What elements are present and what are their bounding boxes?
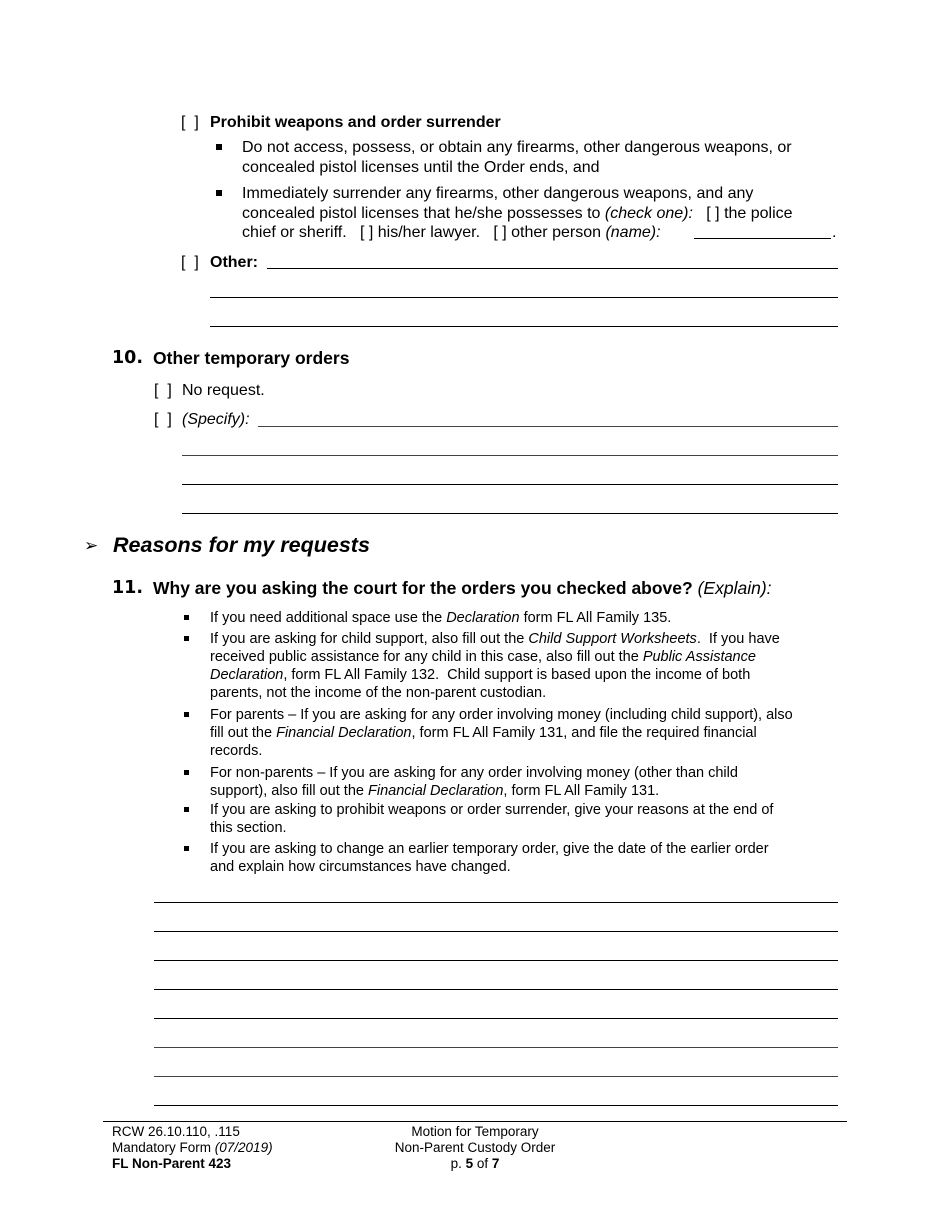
section-10-number: 10. [112,348,144,368]
footer-form-id: FL Non-Parent 423 [112,1156,232,1171]
explanation-line-4[interactable] [154,989,838,990]
bullet-marker [216,144,222,150]
weapons-bullet2-line2-text: concealed pistol licenses that he/she possesses to [242,205,605,222]
instruction-1 [210,609,671,627]
instruction-2-line3 [210,666,750,684]
lawyer-option-checkbox[interactable]: [ ] his/her lawyer. [359,224,481,241]
specify-label: (Specify): [182,411,250,428]
bullet-marker [216,190,222,196]
explanation-line-1[interactable] [154,902,838,903]
instruction-4-line1: For non-parents – If you are asking for any order involving money (other than child [210,765,738,781]
footer-page-number [370,1156,580,1172]
other-checkbox[interactable]: [ ] [181,254,199,271]
specify-input-line-3[interactable] [182,484,838,485]
bullet-marker [184,712,189,717]
instruction-6-line2: and explain how circumstances have changed. [210,859,511,875]
bullet-marker [184,807,189,812]
public-assistance-name: Public Assistance [642,649,756,665]
chief-sheriff-text: chief or sheriff. [242,224,347,241]
specify-input-line-4[interactable] [182,513,838,514]
period: . [832,224,837,241]
arrow-bullet-icon: ➢ [84,536,99,556]
section-11-title: Why are you asking the court for the orders you checked above? [153,578,693,598]
instruction-2-text-cont: . If you have [696,631,780,647]
explanation-line-6[interactable] [154,1047,838,1048]
total-pages: 7 [491,1156,500,1171]
instruction-2-text: If you are asking for child support, also fill out the [210,631,529,647]
instruction-3-line3: records. [210,743,263,759]
instruction-4-line2 [210,782,659,800]
no-request-checkbox[interactable]: [ ] [154,382,172,399]
weapons-checkbox[interactable]: [ ] [181,114,199,131]
other-label: Other: [210,254,258,271]
instruction-3-line1: For parents – If you are asking for any order involving money (including child support), also [210,707,793,723]
footer-mandatory-form [112,1140,273,1156]
footer-left [112,1124,273,1172]
instruction-2-line4: parents, not the income of the non-parent custodian. [210,685,547,701]
other-input-line-3[interactable] [210,326,838,327]
specify-input-line-1[interactable] [258,426,838,427]
instruction-2-line3-text: , form FL All Family 132. Child support is based upon the income of both [283,667,751,683]
explanation-line-5[interactable] [154,1018,838,1019]
bullet-marker [184,636,189,641]
explain-label: (Explain): [697,578,772,598]
footer-title-line1: Motion for Temporary [411,1124,539,1139]
explanation-line-7[interactable] [154,1076,838,1077]
instruction-1-tail: form FL All Family 135. [519,610,672,626]
section-11-heading [153,578,772,599]
specify-input-line-2[interactable] [182,455,838,456]
page-of: of [473,1156,492,1171]
bullet-marker [184,770,189,775]
weapons-bullet2-line2 [242,204,793,223]
other-person-name-field[interactable] [694,238,831,239]
instruction-2-line1 [210,630,780,648]
declaration-name: Declaration [210,667,284,683]
specify-checkbox[interactable]: [ ] [154,411,172,428]
instruction-5-line2: this section. [210,820,287,836]
current-page: 5 [465,1156,474,1171]
footer-title-line2: Non-Parent Custody Order [394,1140,556,1155]
page-prefix: p. [450,1156,466,1171]
instruction-6-line1: If you are asking to change an earlier temporary order, give the date of the earlier order [210,841,769,857]
instruction-1-text: If you need additional space use the [210,610,447,626]
footer-mandatory-label: Mandatory Form [112,1140,215,1155]
check-one-label: (check one): [604,205,693,222]
instruction-3-line2-text: fill out the [210,725,277,741]
bullet-marker [184,615,189,620]
footer-center [370,1124,580,1172]
reasons-heading: Reasons for my requests [113,533,370,557]
weapons-bullet1-line1: Do not access, possess, or obtain any firearms, other dangerous weapons, or [242,139,792,156]
bullet-marker [184,846,189,851]
explanation-line-3[interactable] [154,960,838,961]
section-10-title: Other temporary orders [153,348,350,368]
instruction-4-line2-text: support), also fill out the [210,783,368,799]
instruction-4-line2-tail: , form FL All Family 131. [503,783,660,799]
weapons-title: Prohibit weapons and order surrender [210,114,501,131]
other-person-option-checkbox[interactable]: [ ] other person [493,224,606,241]
weapons-bullet2-line1: Immediately surrender any firearms, other dangerous weapons, and any [242,185,754,202]
explanation-line-2[interactable] [154,931,838,932]
footer-divider [103,1121,847,1122]
other-input-line-1[interactable] [267,268,838,269]
financial-declaration-name: Financial Declaration [276,725,412,741]
footer-form-date: (07/2019) [214,1140,273,1155]
child-support-worksheets-name: Child Support Worksheets [528,631,697,647]
declaration-form-name: Declaration [446,610,520,626]
weapons-bullet2-line3 [242,223,661,242]
instruction-3-line2-tail: , form FL All Family 131, and file the required financial [411,725,757,741]
footer-rcw: RCW 26.10.110, .115 [112,1124,240,1139]
instruction-3-line2 [210,724,757,742]
financial-declaration-name: Financial Declaration [367,783,504,799]
police-option-checkbox[interactable]: [ ] the police [706,205,793,222]
no-request-label: No request. [182,382,265,399]
explanation-line-8[interactable] [154,1105,838,1106]
section-11-number: 11. [112,578,144,598]
instruction-2-line2-text: received public assistance for any child in this case, also fill out the [210,649,643,665]
other-input-line-2[interactable] [210,297,838,298]
instruction-5-line1: If you are asking to prohibit weapons or order surrender, give your reasons at the end of [210,802,774,818]
name-label: (name): [605,224,661,241]
weapons-bullet1-line2: concealed pistol licenses until the Order ends, and [242,159,600,176]
instruction-2-line2 [210,648,756,666]
